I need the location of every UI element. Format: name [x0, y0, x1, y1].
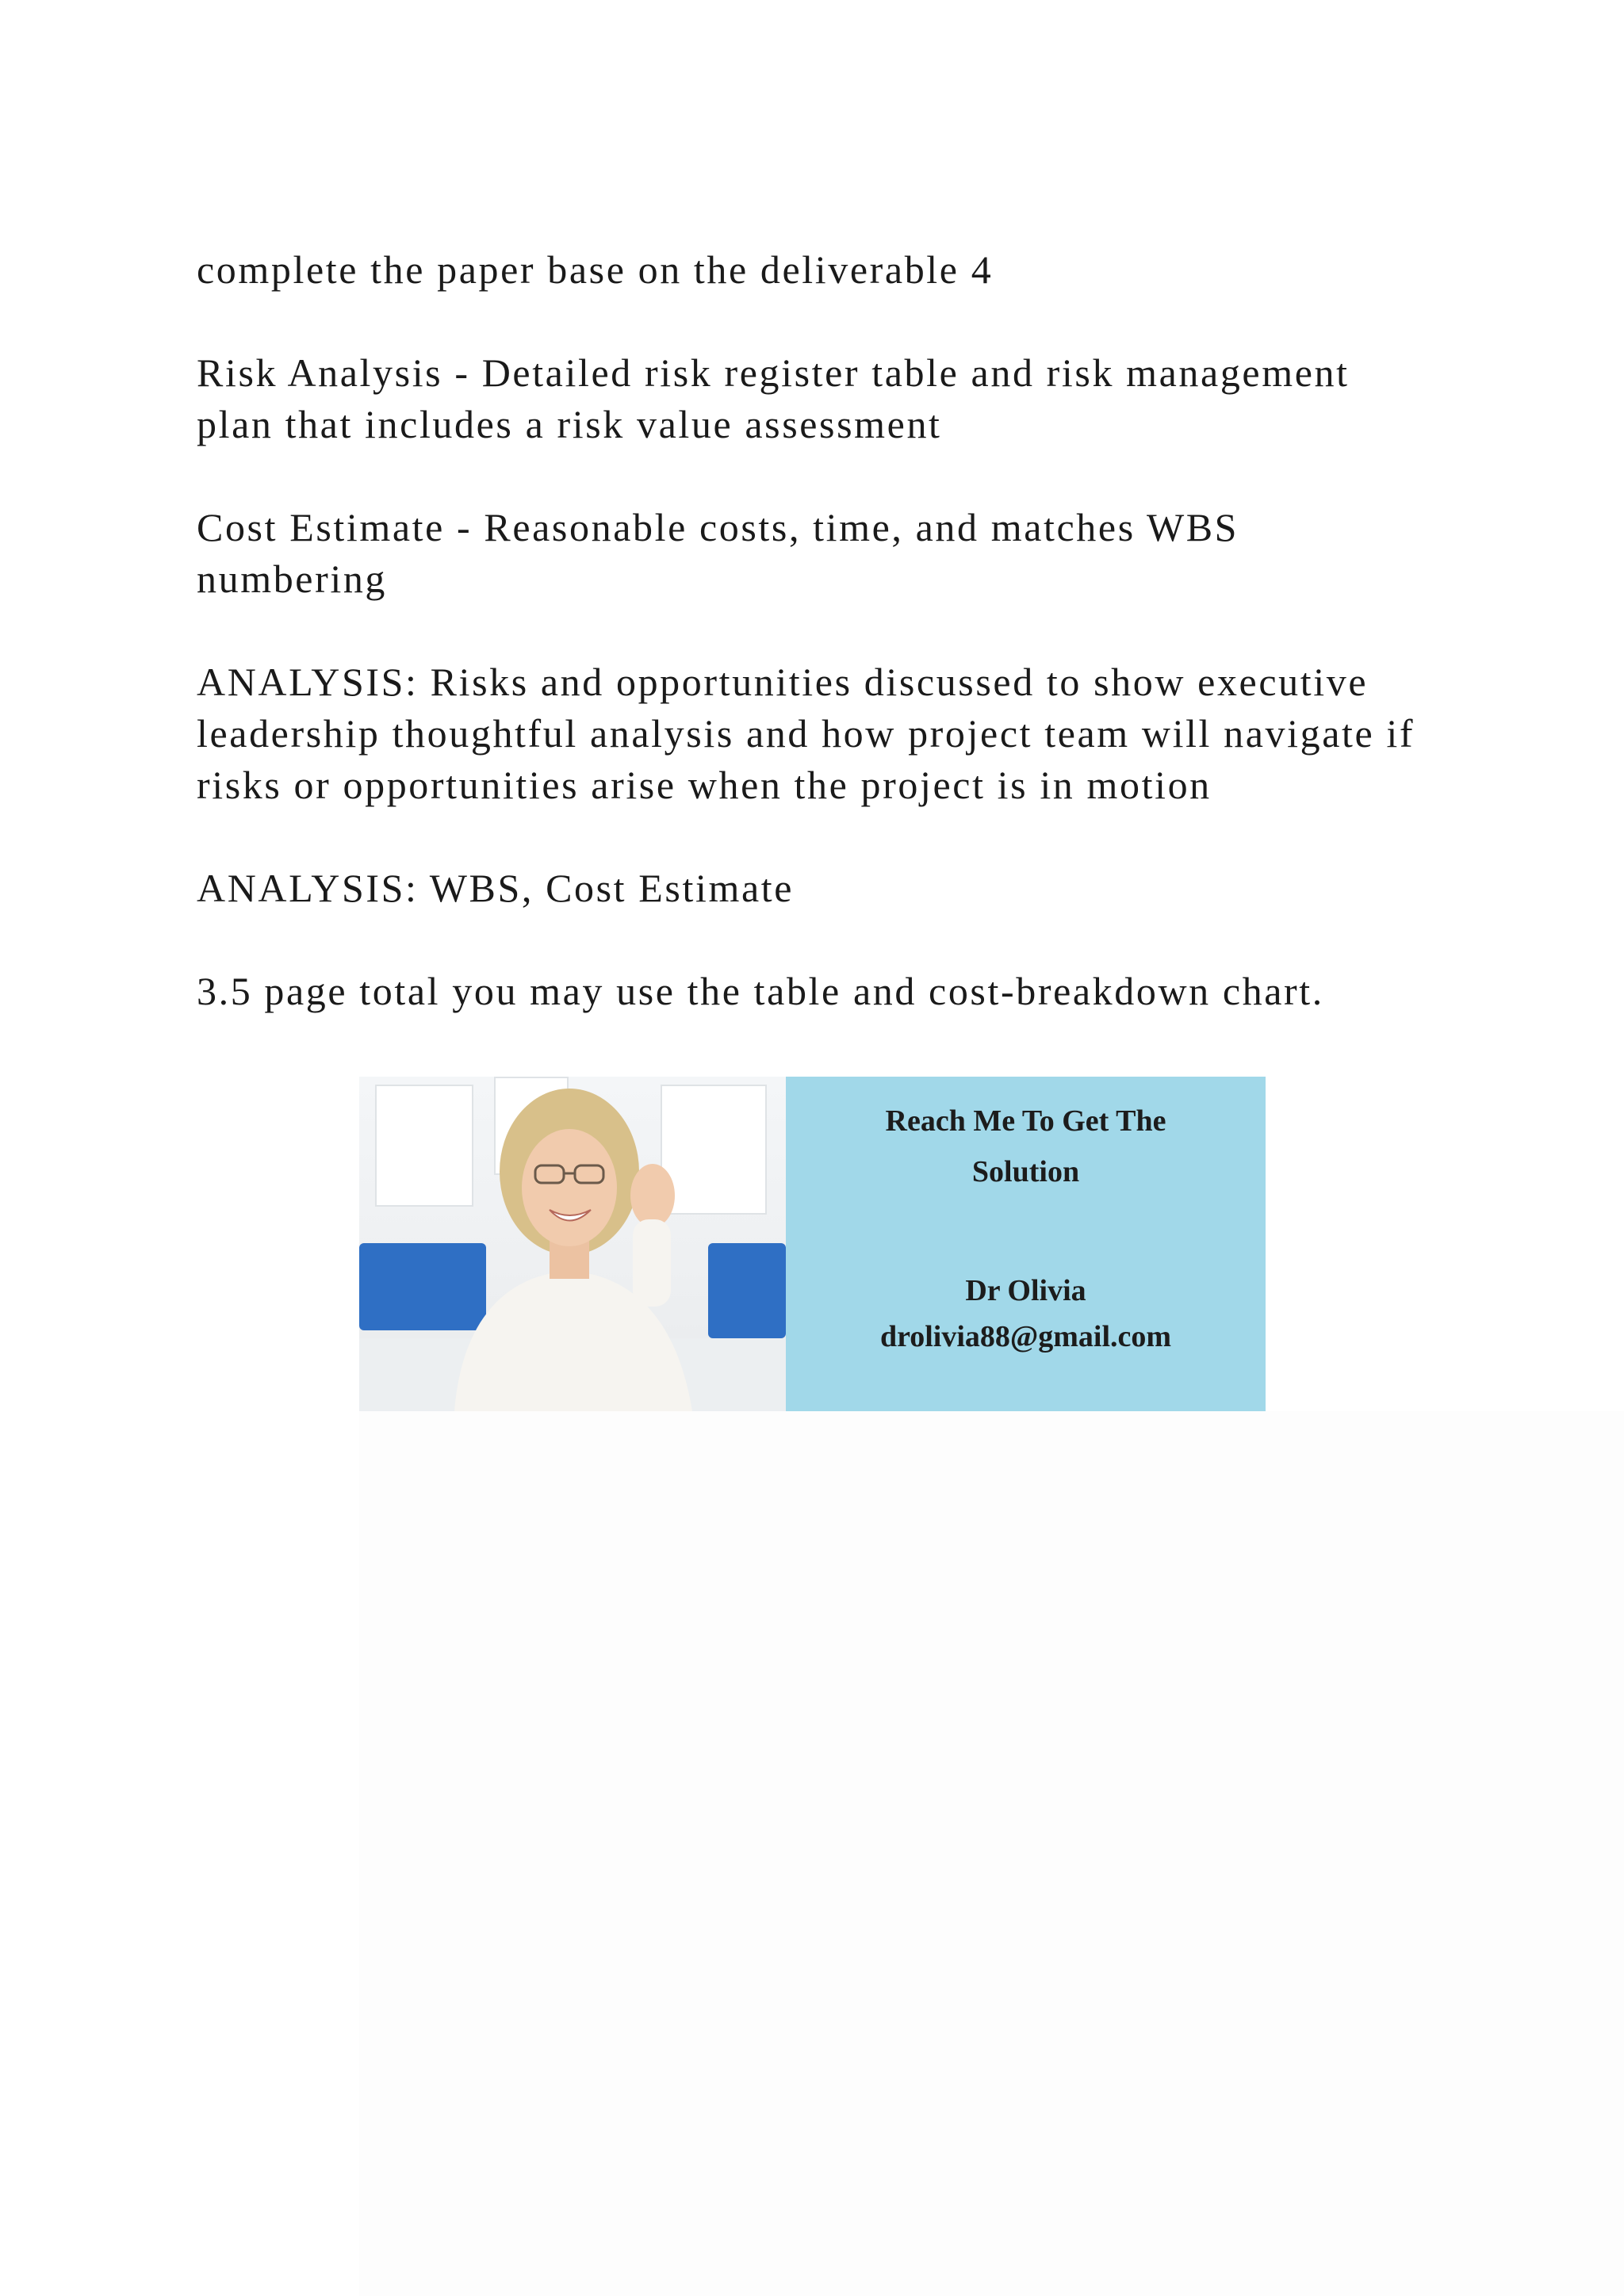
paragraph-page-total: 3.5 page total you may use the table and cost-breakdown chart. — [197, 969, 1324, 1013]
paragraph-intro: complete the paper base on the deliverable 4 — [197, 247, 994, 292]
promo-banner — [359, 1077, 1266, 1411]
woman-figure — [359, 1077, 786, 1411]
paragraph-analysis-risks: ANALYSIS: Risks and opportunities discussed to show executive leadership thoughtful analysis and how project team will navigate if risks or opportunities arise when the project is in motion — [197, 660, 1415, 807]
contact-name: Dr Olivia — [965, 1274, 1086, 1307]
paragraph-cost-estimate: Cost Estimate - Reasonable costs, time, and matches WBS numbering — [197, 505, 1239, 601]
paragraph-analysis-wbs: ANALYSIS: WBS, Cost Estimate — [197, 866, 795, 910]
contact-panel — [786, 1077, 1266, 1411]
background-shade — [359, 1411, 1624, 2296]
contact-email: drolivia88@gmail.com — [879, 1320, 1172, 1353]
woman-photo — [359, 1077, 786, 1411]
paragraph-risk-analysis: Risk Analysis - Detailed risk register table and risk management plan that includes a risk value assessment — [197, 350, 1350, 446]
banner-headline: Reach Me To Get The — [885, 1104, 1166, 1138]
banner-headline-cont: Solution — [971, 1155, 1080, 1188]
document-body — [197, 244, 1434, 1017]
